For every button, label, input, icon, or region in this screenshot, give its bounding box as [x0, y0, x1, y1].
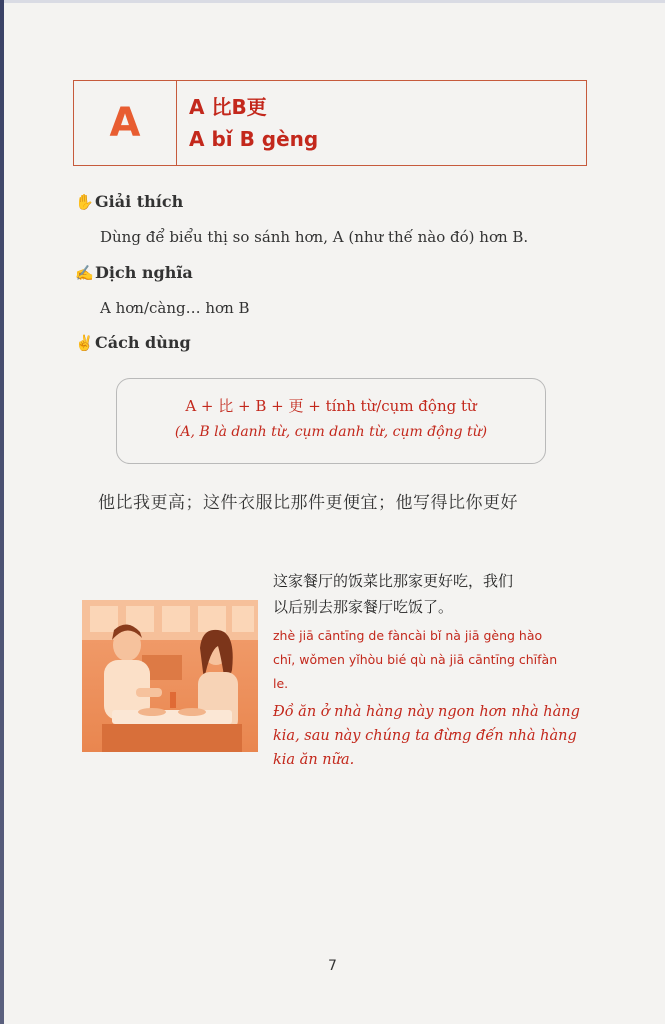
title-cell — [177, 81, 586, 165]
example-pinyin-line2: chī, wǒmen yǐhòu bié qù nà jiā cāntīng chīfàn — [273, 652, 558, 667]
letter-cell — [74, 81, 177, 165]
usage-formula: A + 比 + B + 更 + tính từ/cụm động từ — [185, 397, 477, 415]
section-letter: A — [109, 100, 141, 146]
grammar-header-box — [73, 80, 587, 166]
example-vietnamese-line2: kia, sau này chúng ta đừng đến nhà hàng — [273, 728, 577, 744]
explanation-text: Dùng để biểu thị so sánh hơn, A (như thế nào đó) hơn B. — [100, 228, 529, 246]
victory-hand-icon: ✌ — [75, 333, 94, 352]
pattern-pinyin: A bǐ B gèng — [189, 127, 319, 151]
explanation-heading-label: Giải thích — [95, 192, 184, 211]
writing-hand-icon: ✍ — [75, 263, 94, 282]
usage-heading — [75, 333, 191, 352]
page-number: 7 — [328, 958, 337, 974]
meaning-text: A hơn/càng… hơn B — [100, 299, 250, 317]
example-pinyin-line1: zhè jiā cāntīng de fàncài bǐ nà jiā gèng hào — [273, 628, 543, 643]
example-chinese-line2: 以后别去那家餐厅吃饭了。 — [273, 598, 454, 616]
short-examples: 他比我更高；这件衣服比那件更便宜；他写得比你更好 — [98, 493, 518, 513]
wave-hand-icon: ✋ — [75, 192, 94, 211]
explanation-heading — [75, 192, 183, 211]
example-pinyin-line3: le. — [273, 676, 289, 691]
usage-formula-box — [116, 378, 546, 464]
meaning-heading — [75, 263, 193, 282]
example-chinese-line1: 这家餐厅的饭菜比那家更好吃，我们 — [273, 572, 514, 590]
meaning-heading-label: Dịch nghĩa — [95, 263, 193, 282]
usage-note: (A, B là danh từ, cụm danh từ, cụm động từ) — [174, 424, 488, 440]
example-vietnamese-line3: kia ăn nữa. — [273, 752, 355, 768]
pattern-chinese: A 比B更 — [189, 95, 267, 119]
usage-heading-label: Cách dùng — [95, 333, 191, 352]
binding-edge — [0, 0, 4, 1024]
restaurant-couple-illustration — [82, 600, 258, 752]
top-edge — [0, 0, 665, 3]
example-vietnamese-line1: Đồ ăn ở nhà hàng này ngon hơn nhà hàng — [273, 704, 580, 720]
